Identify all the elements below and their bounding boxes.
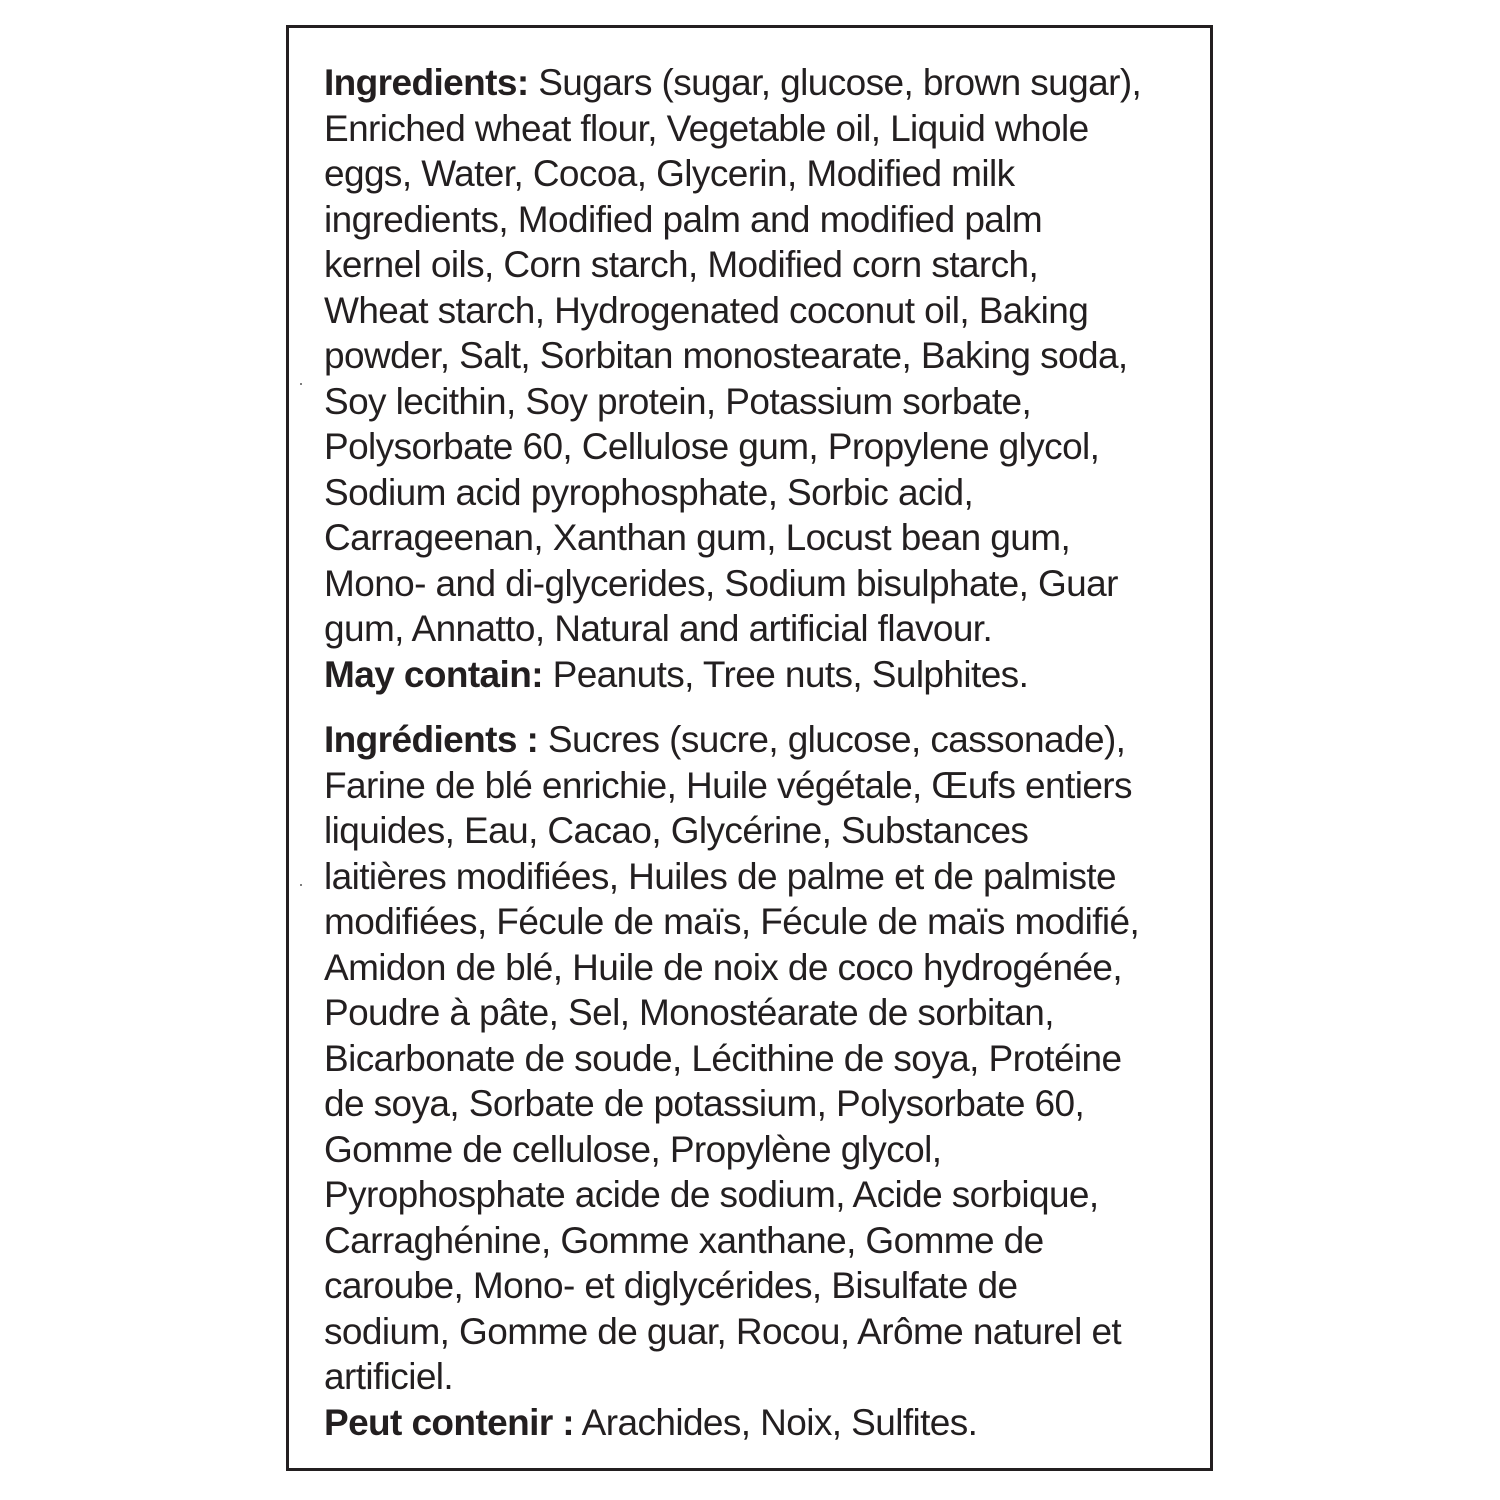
english-may-contain-line: [324, 652, 1204, 698]
french-ingredients-text: Sucres (sucre, glucose, cassonade),: [538, 719, 1126, 760]
french-ingredients-line: caroube, Mono- et diglycérides, Bisulfate de: [324, 1265, 1018, 1306]
french-ingredients-line: artificiel.: [324, 1356, 454, 1397]
french-ingredients-heading: Ingrédients :: [324, 719, 539, 760]
english-ingredients-line: powder, Salt, Sorbitan monostearate, Baking soda,: [324, 335, 1128, 376]
english-ingredients-line: Wheat starch, Hydrogenated coconut oil, Baking: [324, 289, 1089, 331]
french-may-contain-line: [324, 1400, 1204, 1446]
french-ingredients-line: Pyrophosphate acide de sodium, Acide sorbique,: [324, 1174, 1099, 1215]
english-ingredients-line: Soy lecithin, Soy protein, Potassium sorbate,: [324, 380, 1032, 422]
french-may-contain-heading: Peut contenir :: [324, 1401, 575, 1443]
french-ingredients-line: Poudre à pâte, Sel, Monostéarate de sorbitan,: [324, 992, 1054, 1033]
ingredients-text-block: [324, 60, 1204, 1445]
english-ingredients-line: kernel oils, Corn starch, Modified corn starch,: [324, 244, 1039, 285]
english-ingredients-line: ingredients, Modified palm and modified palm: [324, 198, 1043, 240]
ingredients-label-panel: [286, 25, 1213, 1471]
section-divider-space: [324, 697, 1204, 717]
french-ingredients-line: Bicarbonate de soude, Lécithine de soya, Protéine: [324, 1037, 1122, 1079]
print-artifact-dot: [300, 884, 302, 886]
french-ingredients-line: Farine de blé enrichie, Huile végétale, Œufs entiers: [324, 764, 1132, 806]
english-ingredients-line: Enriched wheat flour, Vegetable oil, Liquid whole: [324, 107, 1089, 149]
english-ingredients-line: eggs, Water, Cocoa, Glycerin, Modified milk: [324, 153, 1015, 194]
french-ingredients-line: modifiées, Fécule de maïs, Fécule de maïs modifié,: [324, 901, 1140, 942]
french-ingredients-line: sodium, Gomme de guar, Rocou, Arôme naturel et: [324, 1310, 1122, 1352]
french-ingredients-line: de soya, Sorbate de potassium, Polysorbate 60,: [324, 1083, 1085, 1124]
french-ingredients-line: Carraghénine, Gomme xanthane, Gomme de: [324, 1219, 1044, 1261]
english-ingredients-line-1: [324, 60, 1204, 106]
english-may-contain-text: Peanuts, Tree nuts, Sulphites.: [542, 653, 1029, 695]
print-artifact-dot: [300, 383, 302, 385]
french-ingredients-line: Amidon de blé, Huile de noix de coco hydrogénée,: [324, 946, 1123, 988]
english-ingredients-line: Polysorbate 60, Cellulose gum, Propylene glycol,: [324, 426, 1100, 467]
english-ingredients-line: Mono- and di-glycerides, Sodium bisulphate, Guar: [324, 562, 1118, 604]
english-may-contain-heading: May contain:: [324, 653, 543, 695]
french-ingredients-line: Gomme de cellulose, Propylène glycol,: [324, 1128, 942, 1170]
french-ingredients-line: laitières modifiées, Huiles de palme et de palmiste: [324, 855, 1117, 897]
english-ingredients-line: Carrageenan, Xanthan gum, Locust bean gum,: [324, 517, 1071, 558]
french-may-contain-text: Arachides, Noix, Sulfites.: [574, 1401, 978, 1443]
french-ingredients-line-1: [324, 717, 1204, 763]
english-ingredients-heading: Ingredients:: [324, 62, 529, 103]
english-ingredients-line: gum, Annatto, Natural and artificial flavour.: [324, 608, 993, 649]
english-ingredients-line: Sodium acid pyrophosphate, Sorbic acid,: [324, 471, 974, 513]
english-ingredients-text: Sugars (sugar, glucose, brown sugar),: [528, 62, 1142, 103]
french-ingredients-line: liquides, Eau, Cacao, Glycérine, Substances: [324, 810, 1029, 851]
